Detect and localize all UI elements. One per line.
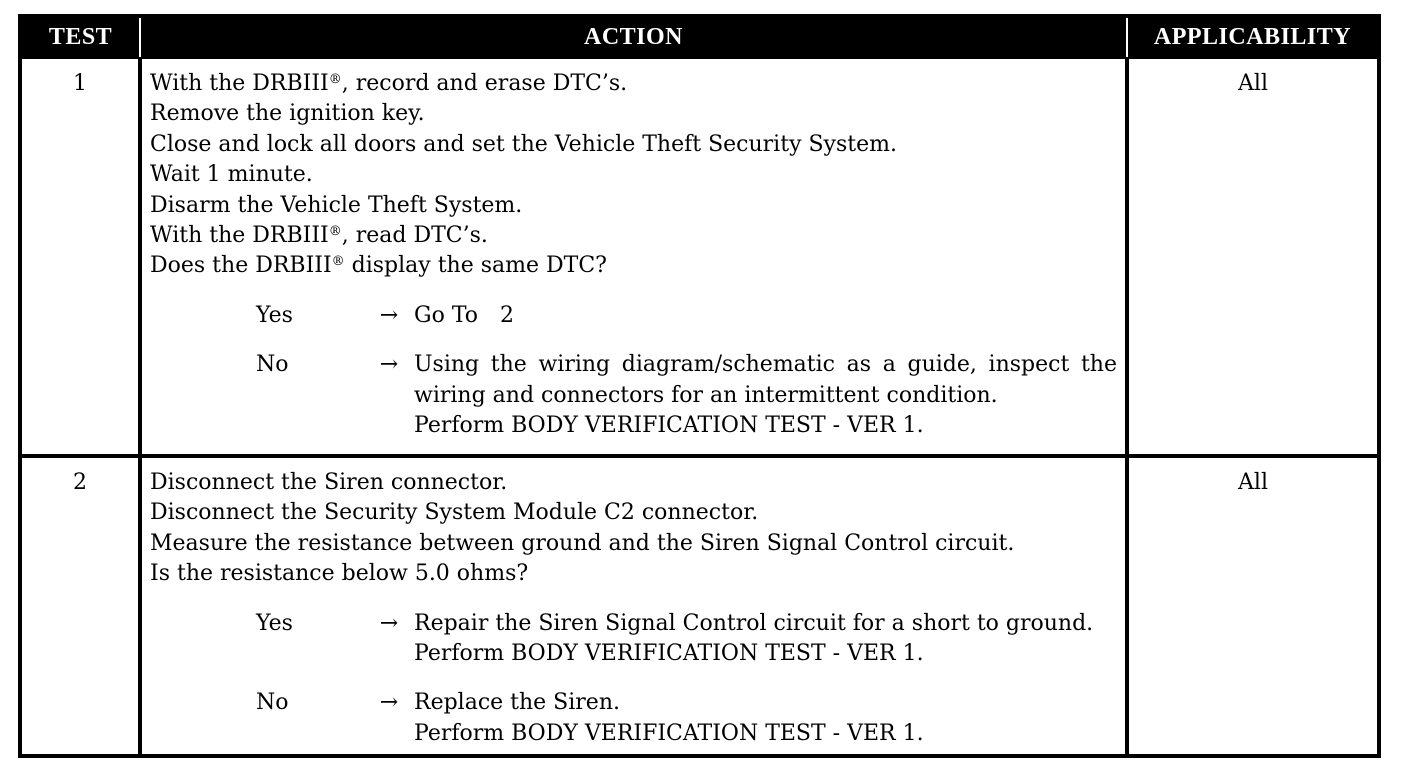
step-line: Disconnect the Siren connector. [150, 470, 508, 495]
branch-label: Yes [256, 610, 293, 636]
registered-mark: ® [328, 224, 342, 240]
branch-line: Using the wiring diagram/schematic as a guide, inspect the [414, 352, 1117, 378]
step-line: Does the DRBIII® display the same DTC? [150, 253, 607, 279]
arrow-icon: → [379, 302, 399, 328]
branch-yes [150, 609, 1117, 670]
branch-text [414, 609, 1117, 670]
branch-label: No [256, 690, 289, 716]
branch-line: Perform BODY VERIFICATION TEST - VER 1. [414, 720, 924, 746]
applicability-value: All [1127, 456, 1377, 755]
branch-line: wiring and connectors for an intermittent condition. [414, 382, 998, 408]
step-line: With the DRBIII®, read DTC’s. [150, 223, 488, 249]
header-test: TEST [22, 18, 140, 58]
step-line: Measure the resistance between ground and the Siren Signal Control circuit. [150, 530, 1015, 556]
step-line: Close and lock all doors and set the Vehicle Theft Security System. [150, 131, 897, 157]
branch-text [414, 350, 1117, 441]
registered-mark: ® [331, 254, 345, 270]
registered-mark: ® [328, 72, 342, 87]
branch-line: Replace the Siren. [414, 690, 620, 716]
test-number: 2 [22, 456, 140, 755]
step-line: Remove the ignition key. [150, 101, 425, 127]
arrow-icon: → [379, 690, 399, 716]
branch-line: Perform BODY VERIFICATION TEST - VER 1. [414, 413, 924, 439]
branch-no [150, 350, 1117, 441]
branch-text: Go To 2 [414, 302, 515, 328]
header-row [22, 18, 1377, 58]
branch-line: Repair the Siren Signal Control circuit for a short to ground. [414, 610, 1094, 636]
step-line: Disconnect the Security System Module C2 connector. [150, 500, 759, 526]
action-cell [140, 58, 1127, 456]
arrow-icon: → [379, 352, 399, 378]
applicability-value: All [1127, 58, 1377, 456]
header-action: ACTION [140, 18, 1127, 58]
step-line: Is the resistance below 5.0 ohms? [150, 561, 529, 587]
table-row [22, 456, 1377, 755]
arrow-icon: → [379, 610, 399, 636]
action-cell [140, 456, 1127, 755]
table-row [22, 58, 1377, 456]
branch-yes [150, 301, 1117, 331]
branch-line: Perform BODY VERIFICATION TEST - VER 1. [414, 641, 924, 667]
header-applicability: APPLICABILITY [1127, 18, 1377, 58]
test-table [22, 18, 1377, 755]
goto-number: 2 [500, 302, 515, 328]
step-line: With the DRBIII®, record and erase DTC’s. [150, 71, 628, 96]
step-line: Wait 1 minute. [150, 162, 313, 188]
test-number: 1 [22, 58, 140, 456]
branch-label: No [256, 352, 289, 378]
step-line: Disarm the Vehicle Theft System. [150, 192, 523, 218]
branch-no [150, 688, 1117, 749]
branch-label: Yes [256, 302, 293, 328]
branch-text [414, 688, 1117, 749]
diagnostic-test-table [18, 14, 1381, 758]
